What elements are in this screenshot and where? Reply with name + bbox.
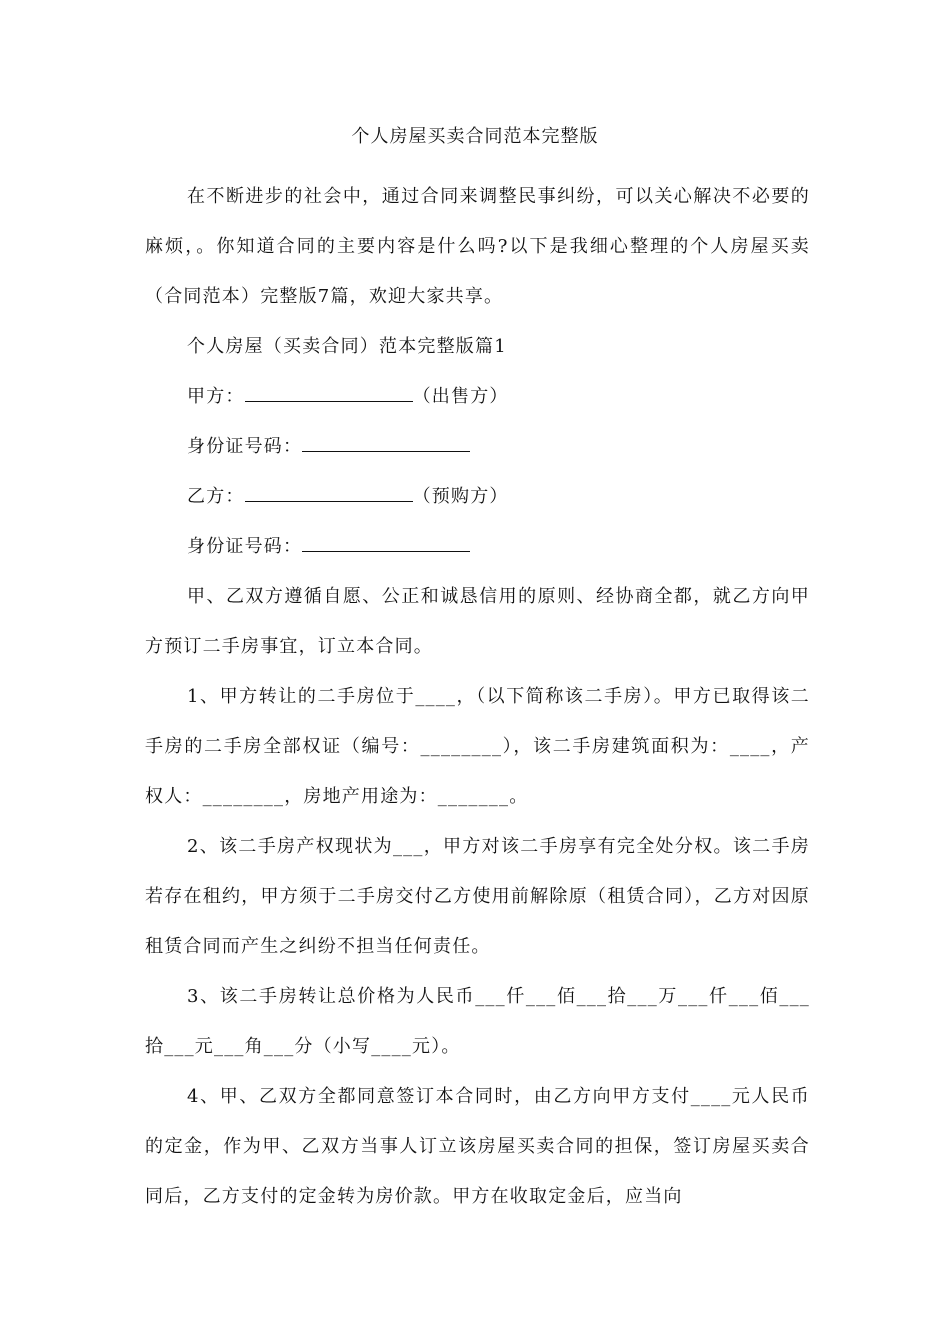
id-b-blank xyxy=(302,537,470,552)
id-a-blank xyxy=(302,437,470,452)
clause-1: 1、甲方转让的二手房位于____，（以下简称该二手房）。甲方已取得该二手房的二手房全部权证（编号：________），该二手房建筑面积为：____，产权人：________，房地产用途为：_______。 xyxy=(145,686,810,807)
id-a-label: 身份证号码： xyxy=(187,436,303,457)
party-b-blank xyxy=(245,487,413,502)
party-a-blank xyxy=(245,387,413,402)
party-b-line xyxy=(145,472,810,522)
party-b-label: 乙方： xyxy=(187,486,245,507)
document-body xyxy=(145,172,810,1222)
id-b-label: 身份证号码： xyxy=(187,536,303,557)
section-heading: 个人房屋（买卖合同）范本完整版篇1 xyxy=(187,336,507,357)
clause-2: 2、该二手房产权现状为___，甲方对该二手房享有完全处分权。该二手房若存在租约，甲方须于二手房交付乙方使用前解除原（租赁合同），乙方对因原租赁合同而产生之纠纷不担当任何责任。 xyxy=(145,836,810,957)
id-b-line xyxy=(145,522,810,572)
party-a-label: 甲方： xyxy=(187,386,245,407)
party-a-line xyxy=(145,372,810,422)
intro-paragraph: 在不断进步的社会中，通过合同来调整民事纠纷，可以关心解决不必要的麻烦，。你知道合同的主要内容是什么吗?以下是我细心整理的个人房屋买卖（合同范本）完整版7篇，欢迎大家共享。 xyxy=(145,186,810,307)
party-a-suffix: （出售方） xyxy=(412,386,509,407)
party-b-suffix: （预购方） xyxy=(412,486,509,507)
id-a-line xyxy=(145,422,810,472)
clause-4: 4、甲、乙双方全都同意签订本合同时，由乙方向甲方支付____元人民币的定金，作为甲、乙双方当事人订立该房屋买卖合同的担保，签订房屋买卖合同后，乙方支付的定金转为房价款。甲方在收取定金后，应当向 xyxy=(145,1086,810,1207)
agreement-paragraph: 甲、乙双方遵循自愿、公正和诚恳信用的原则、经协商全都，就乙方向甲方预订二手房事宜，订立本合同。 xyxy=(145,586,810,657)
clause-3: 3、该二手房转让总价格为人民币___仟___佰___拾___万___仟___佰___拾___元___角___分（小写____元）。 xyxy=(145,986,810,1057)
document-title: 个人房屋买卖合同范本完整版 xyxy=(351,126,599,147)
